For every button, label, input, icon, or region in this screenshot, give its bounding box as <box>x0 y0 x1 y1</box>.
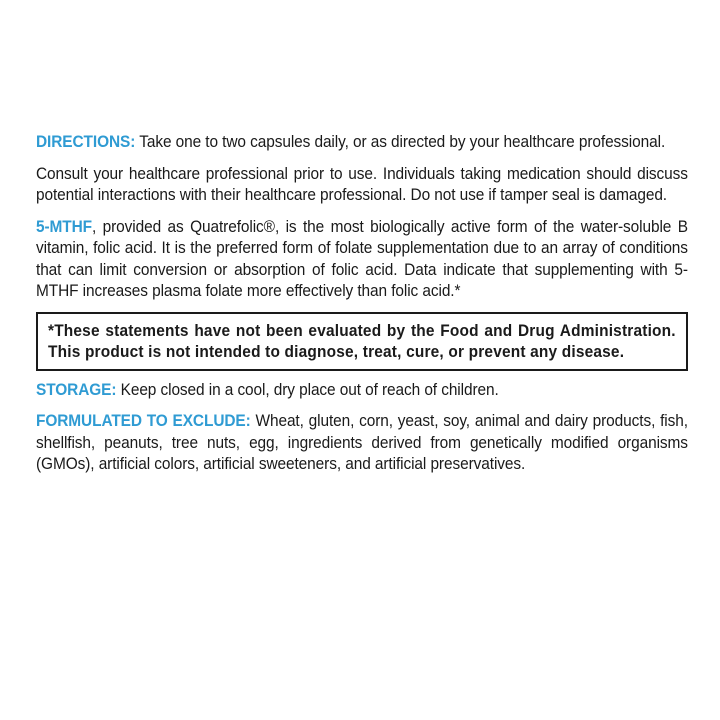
storage-heading: STORAGE: <box>36 379 117 399</box>
mthf-heading: 5-MTHF <box>36 216 93 236</box>
directions-text: Take one to two capsules daily, or as directed by your healthcare professional. <box>135 132 666 151</box>
mthf-text: , provided as Quatrefolic®, is the most biologically active form of the water-soluble B vitamin, folic acid. It is the preferred form of folate supplementation due to an array of conditions that can limit conversion or absorption of folic acid. Data indicate that supplementing with 5-MTHF increases plasma folate more effectively than folic acid.* <box>36 216 688 300</box>
mthf-paragraph <box>36 216 688 302</box>
directions-paragraph <box>36 131 688 153</box>
formulated-heading: FORMULATED TO EXCLUDE: <box>36 411 251 430</box>
formulated-text: Wheat, gluten, corn, yeast, soy, animal and dairy products, fish, shellfish, peanuts, tree nuts, egg, ingredients derived from genetically modified organisms (GMOs), artificial colors, artificial sweeteners, and artificial preservatives. <box>36 411 688 473</box>
fda-notice-text: *These statements have not been evaluated by the Food and Drug Administration. This product is not intended to diagnose, treat, cure, or prevent any disease. <box>48 320 676 361</box>
fda-notice-box <box>36 312 688 371</box>
directions-heading: DIRECTIONS: <box>36 132 136 151</box>
storage-paragraph <box>36 379 688 401</box>
storage-text: Keep closed in a cool, dry place out of reach of children. <box>116 379 499 399</box>
warning-paragraph: Consult your healthcare professional prior to use. Individuals taking medication should discuss potential interactions with their healthcare professional. Do not use if tamper seal is damaged. <box>36 163 688 204</box>
formulated-paragraph <box>36 410 688 475</box>
supplement-label-panel <box>36 131 688 485</box>
